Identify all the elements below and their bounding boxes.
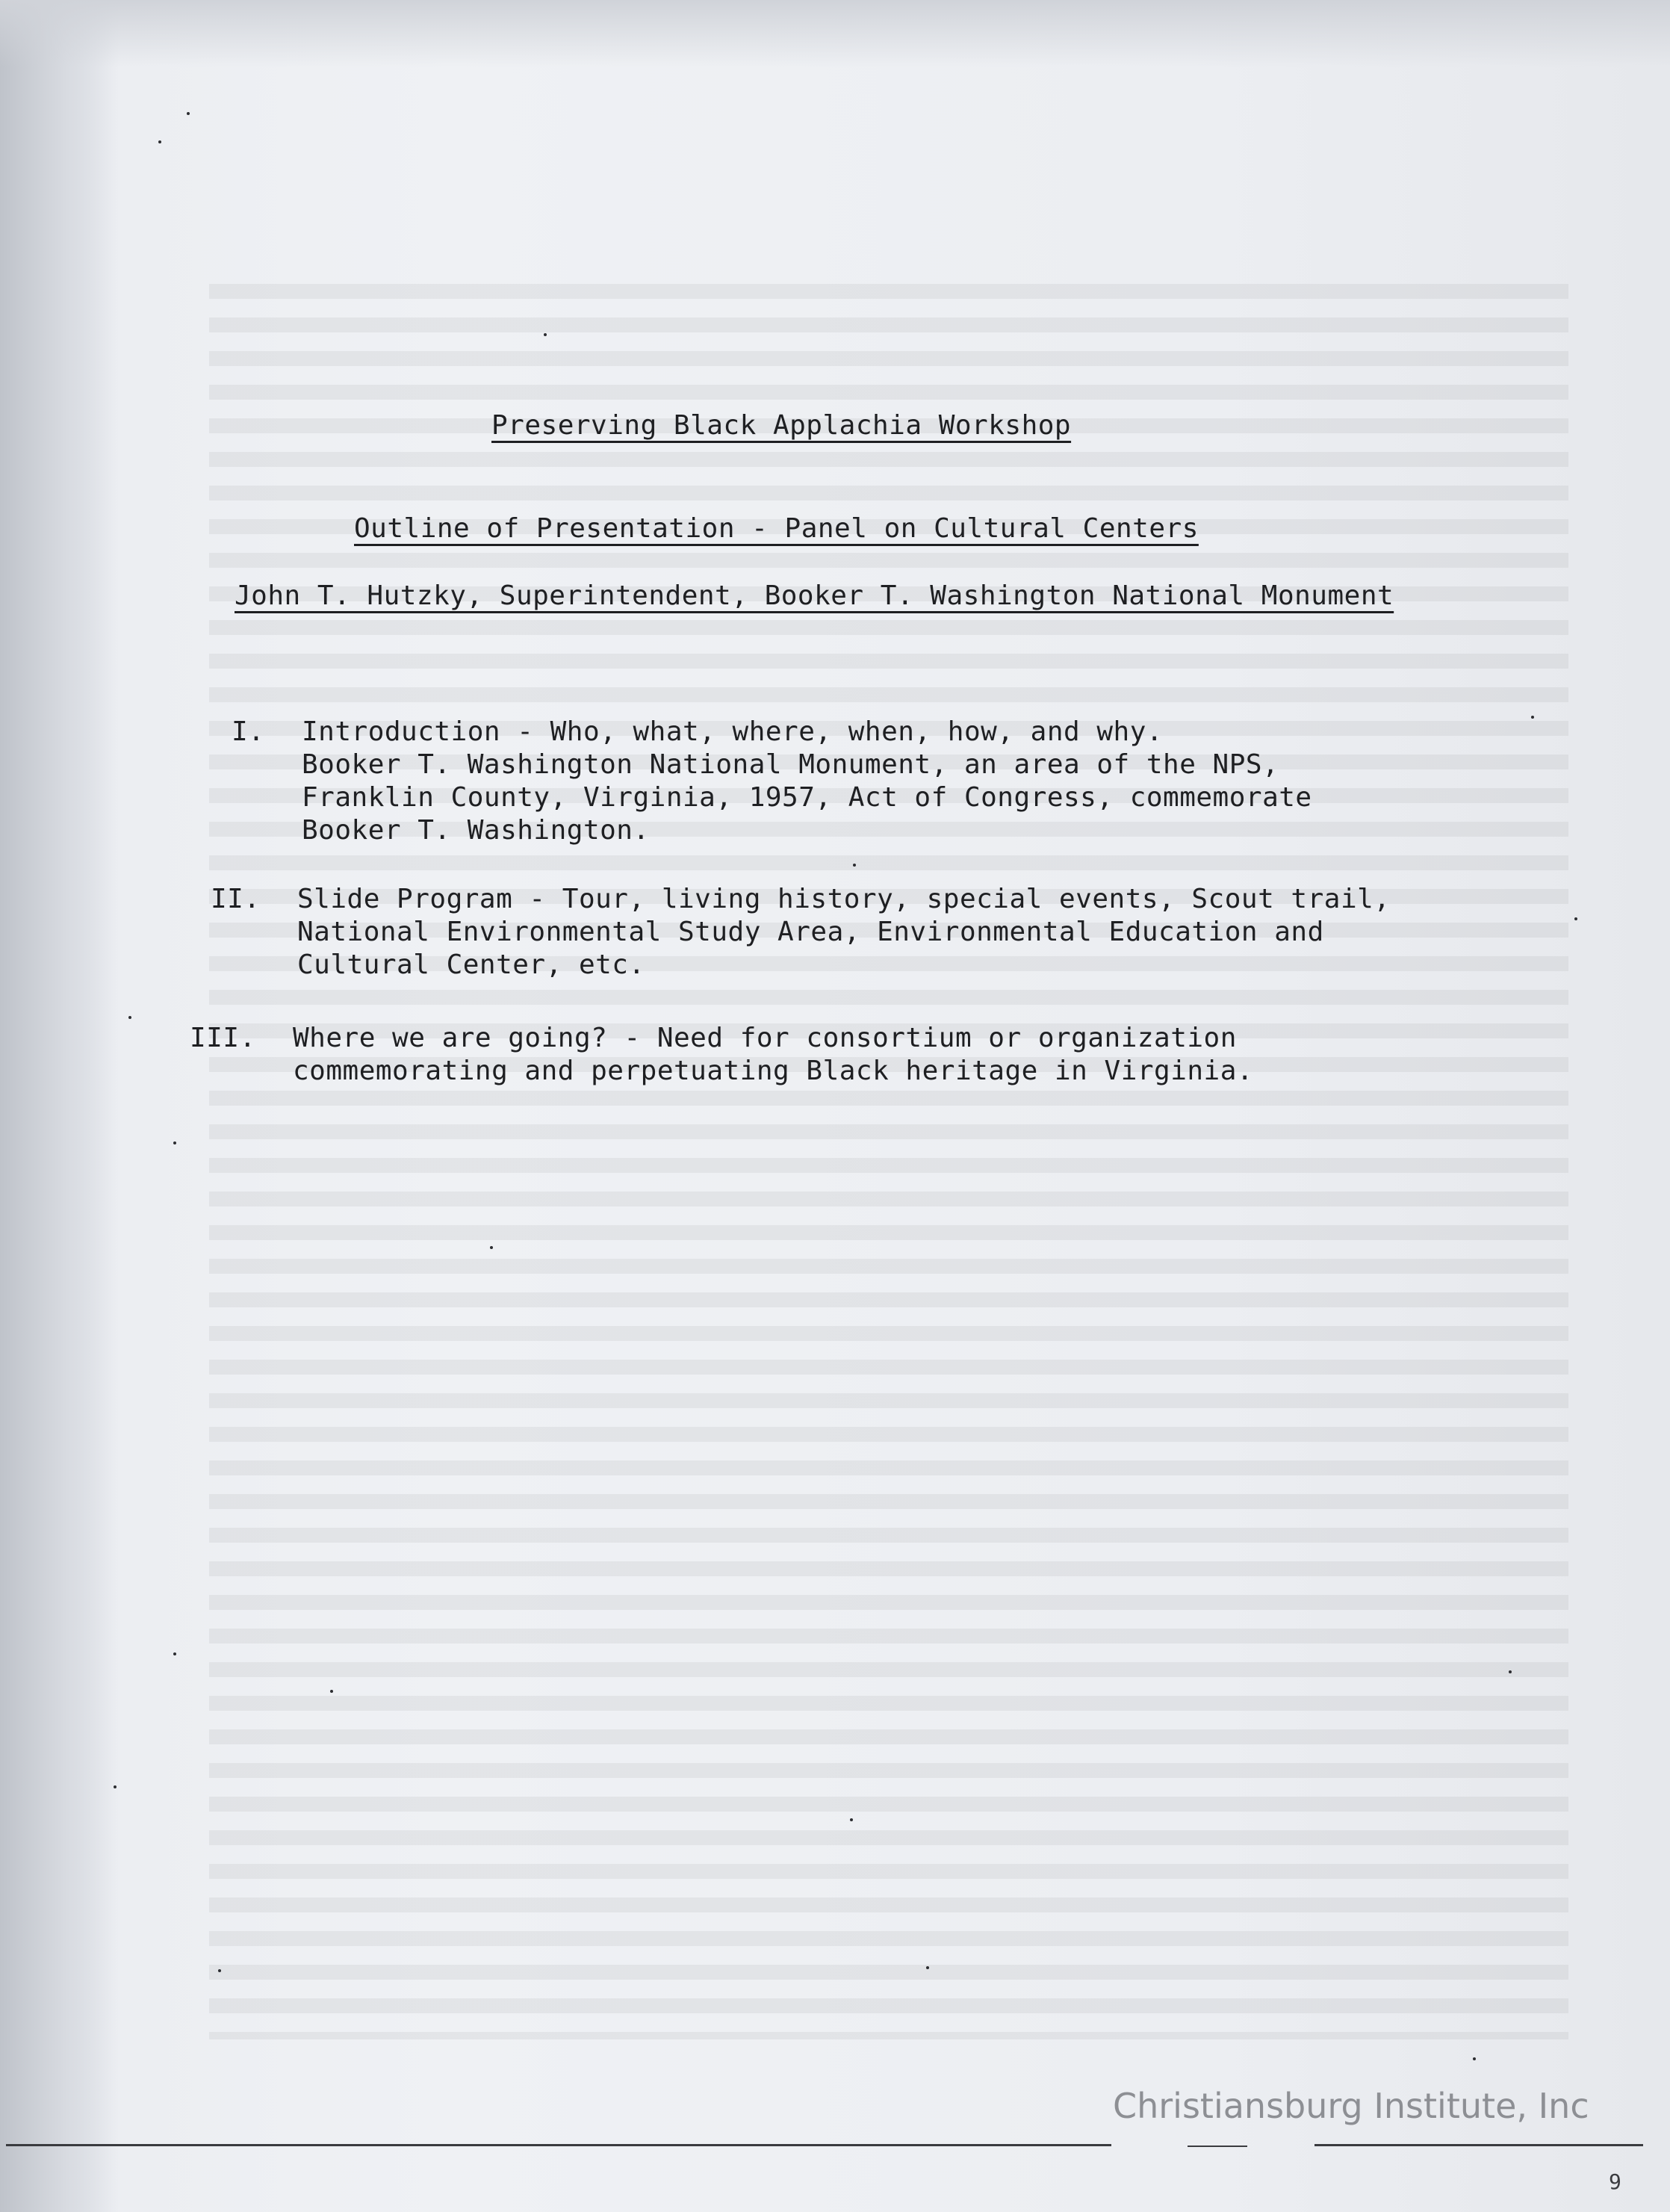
document-title: Preserving Black Applachia Workshop (491, 410, 1072, 441)
top-shadow (0, 0, 1670, 67)
outline-line: National Environmental Study Area, Environmental Education and (297, 917, 1324, 947)
paper-speck (158, 140, 161, 143)
outline-numeral: III. (190, 1023, 256, 1053)
outline-item-body (293, 1022, 1253, 1088)
paper-speck (490, 1246, 493, 1249)
paper-speck (850, 1818, 853, 1821)
watermark: Christiansburg Institute, Inc (1113, 2086, 1589, 2126)
paper-speck (926, 1966, 929, 1969)
bottom-rule (1188, 2146, 1247, 2147)
outline-line: Booker T. Washington National Monument, an area of the NPS, (302, 749, 1279, 780)
paper-speck (330, 1690, 333, 1693)
paper-speck (114, 1785, 117, 1788)
outline-item-body (302, 716, 1312, 847)
outline-item-body (297, 883, 1390, 982)
outline-line: Cultural Center, etc. (297, 949, 645, 980)
outline-numeral: I. (232, 716, 265, 747)
paper-speck (173, 1652, 176, 1655)
document-subtitle: Outline of Presentation - Panel on Cultural Centers (354, 513, 1199, 544)
outline-line: Franklin County, Virginia, 1957, Act of Congress, commemorate (302, 782, 1312, 813)
paper-speck (1509, 1670, 1512, 1673)
bottom-rule (1314, 2144, 1643, 2146)
paper-speck (853, 864, 856, 867)
paper-speck (1574, 917, 1577, 920)
outline-line: Booker T. Washington. (302, 815, 650, 846)
presenter-line: John T. Hutzky, Superintendent, Booker T. Washington National Monument (235, 580, 1394, 611)
outline-line: commemorating and perpetuating Black heritage in Virginia. (293, 1056, 1254, 1086)
paper-speck (218, 1969, 221, 1972)
paper-speck (544, 333, 547, 336)
bottom-rule (6, 2144, 1111, 2146)
paper-speck (187, 112, 190, 115)
page-number: 9 (1609, 2169, 1621, 2194)
binding-shadow (0, 0, 119, 2212)
paper-speck (173, 1141, 176, 1144)
paper-speck (1473, 2057, 1476, 2060)
outline-numeral: II. (211, 884, 261, 914)
outline-line: Introduction - Who, what, where, when, how, and why. (302, 716, 1164, 747)
paper-speck (128, 1016, 131, 1019)
paper-speck (1531, 716, 1534, 719)
reverse-side-bleed-through (209, 284, 1568, 2039)
outline-line: Slide Program - Tour, living history, special events, Scout trail, (297, 884, 1391, 914)
outline-line: Where we are going? - Need for consortium or organization (293, 1023, 1237, 1053)
